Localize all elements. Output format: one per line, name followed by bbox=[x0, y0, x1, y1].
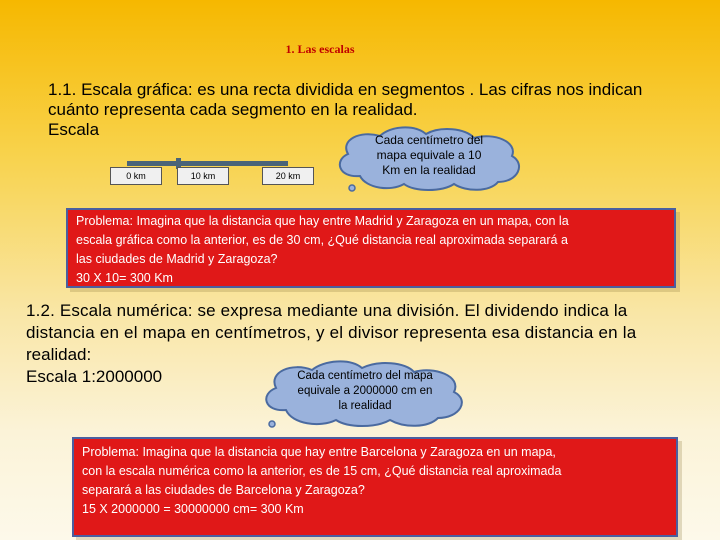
problem1-line: las ciudades de Madrid y Zaragoza? bbox=[76, 252, 278, 266]
problem-box-1 bbox=[66, 208, 676, 288]
problem1-line: Problema: Imagina que la distancia que hay entre Madrid y Zaragoza en un mapa, con la bbox=[76, 214, 569, 228]
callout-cloud-numeric bbox=[258, 360, 472, 430]
scale-label-0: 0 km bbox=[110, 167, 162, 185]
cloud2-line: la realidad bbox=[338, 400, 392, 412]
callout-cloud-graphic bbox=[330, 126, 528, 192]
slide-title: 1. Las escalas bbox=[285, 42, 355, 56]
scale-label-20: 20 km bbox=[262, 167, 314, 185]
scale-label-10: 10 km bbox=[177, 167, 229, 185]
cloud1-line: mapa equivale a 10 bbox=[376, 148, 482, 162]
problem2-line: separará a las ciudades de Barcelona y Zaragoza? bbox=[82, 483, 365, 497]
problem-box-2 bbox=[72, 437, 678, 537]
cloud2-line: Cada centímetro del mapa bbox=[297, 370, 433, 382]
numeric-scale-value: Escala 1:2000000 bbox=[26, 367, 163, 386]
section1-line: cuánto representa cada segmento en la realidad. bbox=[48, 100, 418, 119]
cloud1-line: Cada centímetro del bbox=[374, 133, 484, 147]
section1-line: Escala bbox=[48, 120, 100, 139]
section2-line: 1.2. Escala numérica: se expresa mediante una división. El dividendo indica la bbox=[26, 301, 628, 320]
section1-line: 1.1. Escala gráfica: es una recta dividida en segmentos . Las cifras nos indican bbox=[48, 80, 643, 99]
problem2-line: con la escala numérica como la anterior, es de 15 cm, ¿Qué distancia real aproximada bbox=[82, 464, 562, 478]
problem2-line: Problema: Imagina que la distancia que hay entre Barcelona y Zaragoza en un mapa, bbox=[82, 445, 556, 459]
section2-line: distancia en el mapa en centímetros, y el divisor representa esa distancia en la bbox=[26, 323, 637, 342]
problem1-line: escala gráfica como la anterior, es de 30 cm, ¿Qué distancia real aproximada separará a bbox=[76, 233, 568, 247]
problem1-line: 30 X 10= 300 Km bbox=[76, 271, 173, 285]
scale-bar-segment bbox=[178, 161, 288, 166]
section2-line: realidad: bbox=[26, 345, 92, 364]
cloud2-line: equivale a 2000000 cm en bbox=[297, 385, 433, 397]
problem2-line: 15 X 2000000 = 30000000 cm= 300 Km bbox=[82, 502, 304, 516]
cloud1-line: Km en la realidad bbox=[382, 163, 476, 177]
